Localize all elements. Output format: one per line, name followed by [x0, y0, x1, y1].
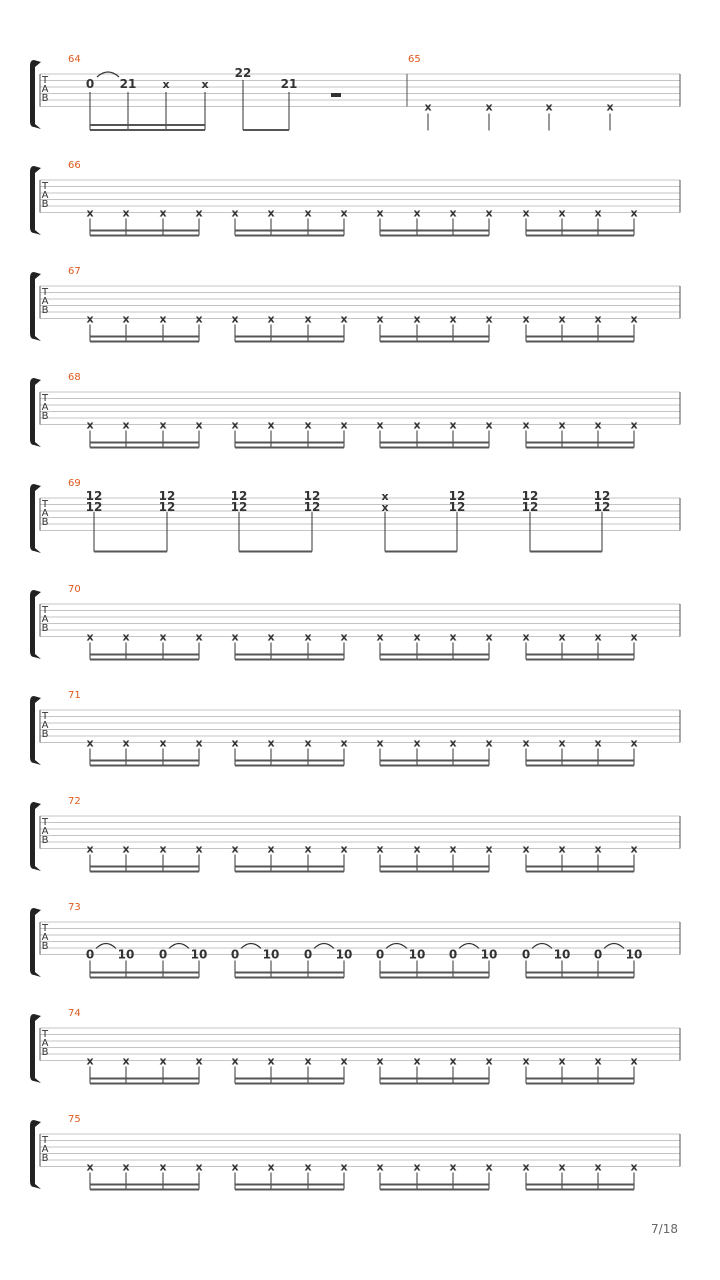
dead-note: x	[413, 312, 421, 326]
dead-note: x	[267, 206, 275, 220]
measure-number: 71	[68, 690, 81, 701]
dead-note: x	[267, 736, 275, 750]
dead-note: x	[86, 206, 94, 220]
dead-note: x	[122, 418, 130, 432]
dead-note: x	[522, 842, 530, 856]
tab-clef-letter: B	[41, 941, 49, 952]
chord-fret: 12	[85, 489, 103, 503]
dead-note: x	[594, 312, 602, 326]
tie-start-fret: 0	[303, 947, 313, 962]
dead-note: x	[195, 418, 203, 432]
dead-note: x	[159, 418, 167, 432]
chord-fret: 12	[593, 489, 611, 503]
dead-note: x	[594, 418, 602, 432]
dead-note: x	[449, 736, 457, 750]
measure-number: 67	[68, 266, 81, 277]
dead-note: x	[558, 630, 566, 644]
tab-clef-letter: T	[41, 923, 49, 934]
dead-note: x	[376, 630, 384, 644]
tie-end-fret: 10	[117, 947, 135, 962]
tab-clef-letter: T	[41, 75, 49, 86]
dead-note: x	[522, 1054, 530, 1068]
tie-end-fret: 10	[480, 947, 498, 962]
dead-note: x	[485, 206, 493, 220]
dead-note: x	[413, 1054, 421, 1068]
dead-note: x	[195, 1160, 203, 1174]
tab-clef-letter: A	[41, 826, 49, 837]
dead-note: x	[340, 842, 348, 856]
dead-note: x	[449, 206, 457, 220]
tab-clef-letter: A	[41, 614, 49, 625]
dead-note: x	[376, 736, 384, 750]
tab-clef-letter: B	[41, 305, 49, 316]
dead-note: x	[485, 630, 493, 644]
dead-note: x	[376, 1054, 384, 1068]
dead-note: x	[304, 206, 312, 220]
dead-note: x	[558, 1054, 566, 1068]
dead-note: x	[376, 842, 384, 856]
dead-note: x	[159, 630, 167, 644]
rest-symbol	[331, 93, 341, 97]
tab-clef-letter: B	[41, 411, 49, 422]
dead-note: x	[231, 418, 239, 432]
dead-note: x	[122, 1160, 130, 1174]
tie-start-fret: 0	[158, 947, 168, 962]
chord-fret: 12	[158, 489, 176, 503]
system-brace	[30, 272, 41, 341]
dead-note: x	[413, 206, 421, 220]
dead-note: x	[231, 842, 239, 856]
staff-system	[30, 478, 680, 553]
dead-note: x	[195, 1054, 203, 1068]
tab-note: 0	[85, 77, 95, 91]
dead-note: x	[159, 312, 167, 326]
tab-clef-letter: B	[41, 93, 49, 104]
measure-number: 72	[68, 796, 81, 807]
system-brace	[30, 166, 41, 235]
dead-note: x	[522, 206, 530, 220]
system-brace	[30, 378, 41, 447]
tab-clef-letter: B	[41, 199, 49, 210]
dead-note: x	[413, 418, 421, 432]
dead-note: x	[630, 842, 638, 856]
tab-clef-letter: T	[41, 499, 49, 510]
tab-clef-letter: A	[41, 1038, 49, 1049]
chord-fret: x	[381, 490, 389, 503]
dead-note: x	[267, 842, 275, 856]
dead-note: x	[231, 630, 239, 644]
dead-note: x	[122, 312, 130, 326]
dead-note: x	[231, 1160, 239, 1174]
system-brace	[30, 1014, 41, 1083]
dead-note: x	[376, 312, 384, 326]
dead-note: x	[304, 842, 312, 856]
dead-note: x	[413, 842, 421, 856]
measure-number: 66	[68, 160, 81, 171]
dead-note: x	[267, 1054, 275, 1068]
system-brace	[30, 1120, 41, 1189]
tie-start-fret: 0	[230, 947, 240, 962]
tab-clef-letter: T	[41, 287, 49, 298]
tab-clef-letter: B	[41, 729, 49, 740]
dead-note: x	[522, 418, 530, 432]
measure-number: 73	[68, 902, 81, 913]
tie-start-fret: 0	[448, 947, 458, 962]
dead-note: x	[340, 1160, 348, 1174]
tab-clef-letter: A	[41, 508, 49, 519]
tie-end-fret: 10	[408, 947, 426, 962]
tab-clef-letter: T	[41, 817, 49, 828]
dead-note: x	[195, 206, 203, 220]
staff-system	[30, 160, 680, 236]
tab-clef-letter: B	[41, 623, 49, 634]
dead-note: x	[630, 418, 638, 432]
tab-clef-letter: A	[41, 1144, 49, 1155]
dead-note: x	[159, 1160, 167, 1174]
tab-clef-letter: B	[41, 1047, 49, 1058]
tab-clef-letter: A	[41, 932, 49, 943]
dead-note: x	[340, 630, 348, 644]
tab-note: x	[162, 78, 170, 91]
dead-note: x	[485, 842, 493, 856]
dead-note: x	[485, 100, 493, 114]
dead-note: x	[122, 736, 130, 750]
dead-note: x	[424, 100, 432, 114]
dead-note: x	[594, 206, 602, 220]
dead-note: x	[376, 1160, 384, 1174]
staff-system	[30, 690, 680, 766]
dead-note: x	[340, 736, 348, 750]
chord-fret: x	[381, 501, 389, 514]
tab-clef-letter: B	[41, 1153, 49, 1164]
dead-note: x	[86, 1054, 94, 1068]
tie-start-fret: 0	[593, 947, 603, 962]
page-number: 7/18	[651, 1222, 678, 1236]
dead-note: x	[122, 1054, 130, 1068]
dead-note: x	[267, 1160, 275, 1174]
dead-note: x	[340, 312, 348, 326]
tab-clef-letter: T	[41, 605, 49, 616]
tab-clef-letter: A	[41, 296, 49, 307]
dead-note: x	[522, 630, 530, 644]
staff-system	[30, 902, 680, 978]
dead-note: x	[304, 418, 312, 432]
dead-note: x	[340, 418, 348, 432]
measure-number: 69	[68, 478, 81, 489]
dead-note: x	[122, 206, 130, 220]
dead-note: x	[231, 206, 239, 220]
measure-number: 70	[68, 584, 81, 595]
dead-note: x	[449, 312, 457, 326]
dead-note: x	[267, 630, 275, 644]
tie-end-fret: 10	[553, 947, 571, 962]
chord-fret: 12	[448, 489, 466, 503]
dead-note: x	[485, 1054, 493, 1068]
dead-note: x	[376, 206, 384, 220]
dead-note: x	[413, 736, 421, 750]
system-brace	[30, 590, 41, 659]
chord-fret: 12	[593, 500, 611, 514]
dead-note: x	[485, 418, 493, 432]
dead-note: x	[558, 206, 566, 220]
dead-note: x	[449, 630, 457, 644]
dead-note: x	[594, 842, 602, 856]
system-brace	[30, 802, 41, 871]
dead-note: x	[86, 418, 94, 432]
tab-clef-letter: T	[41, 1135, 49, 1146]
tie-start-fret: 0	[375, 947, 385, 962]
dead-note: x	[376, 418, 384, 432]
tie-end-fret: 10	[190, 947, 208, 962]
tab-note: x	[201, 78, 209, 91]
measure-number: 74	[68, 1008, 81, 1019]
chord-fret: 12	[303, 489, 321, 503]
chord-fret: 12	[521, 489, 539, 503]
dead-note: x	[630, 1054, 638, 1068]
measure-number: 65	[408, 54, 421, 65]
tab-clef-letter: B	[41, 517, 49, 528]
dead-note: x	[159, 206, 167, 220]
dead-note: x	[485, 1160, 493, 1174]
dead-note: x	[594, 736, 602, 750]
staff-system	[30, 266, 680, 342]
chord-fret: 12	[521, 500, 539, 514]
tie-end-fret: 10	[262, 947, 280, 962]
dead-note: x	[86, 842, 94, 856]
dead-note: x	[195, 630, 203, 644]
dead-note: x	[558, 736, 566, 750]
tie-start-fret: 0	[85, 947, 95, 962]
tab-clef-letter: A	[41, 402, 49, 413]
staff-system	[30, 372, 680, 448]
tab-note: 21	[119, 77, 137, 91]
dead-note: x	[159, 1054, 167, 1068]
dead-note: x	[304, 736, 312, 750]
tab-note: 22	[234, 66, 252, 80]
tie-end-fret: 10	[625, 947, 643, 962]
chord-fret: 12	[448, 500, 466, 514]
dead-note: x	[195, 736, 203, 750]
dead-note: x	[304, 630, 312, 644]
dead-note: x	[159, 842, 167, 856]
dead-note: x	[195, 312, 203, 326]
measure-number: 75	[68, 1114, 81, 1125]
dead-note: x	[304, 1054, 312, 1068]
dead-note: x	[630, 736, 638, 750]
measure-number: 68	[68, 372, 81, 383]
tab-clef-letter: T	[41, 711, 49, 722]
dead-note: x	[449, 842, 457, 856]
dead-note: x	[594, 630, 602, 644]
dead-note: x	[449, 418, 457, 432]
dead-note: x	[304, 312, 312, 326]
dead-note: x	[195, 842, 203, 856]
chord-fret: 12	[158, 500, 176, 514]
dead-note: x	[630, 630, 638, 644]
tab-note: 21	[280, 77, 298, 91]
chord-fret: 12	[85, 500, 103, 514]
chord-fret: 12	[230, 500, 248, 514]
staff-system	[30, 54, 680, 131]
dead-note: x	[558, 312, 566, 326]
dead-note: x	[86, 312, 94, 326]
chord-fret: 12	[230, 489, 248, 503]
dead-note: x	[231, 312, 239, 326]
staff-system	[30, 584, 680, 660]
dead-note: x	[449, 1160, 457, 1174]
dead-note: x	[606, 100, 614, 114]
tab-clef-letter: T	[41, 393, 49, 404]
dead-note: x	[413, 630, 421, 644]
tab-clef-letter: A	[41, 190, 49, 201]
dead-note: x	[545, 100, 553, 114]
dead-note: x	[558, 842, 566, 856]
staff-system	[30, 1008, 680, 1084]
dead-note: x	[86, 1160, 94, 1174]
dead-note: x	[304, 1160, 312, 1174]
tab-clef-letter: A	[41, 720, 49, 731]
dead-note: x	[413, 1160, 421, 1174]
system-brace	[30, 60, 41, 129]
dead-note: x	[630, 206, 638, 220]
dead-note: x	[485, 736, 493, 750]
dead-note: x	[267, 312, 275, 326]
tie-end-fret: 10	[335, 947, 353, 962]
dead-note: x	[558, 1160, 566, 1174]
dead-note: x	[231, 1054, 239, 1068]
dead-note: x	[340, 206, 348, 220]
tie-start-fret: 0	[521, 947, 531, 962]
measure-number: 64	[68, 54, 81, 65]
dead-note: x	[630, 312, 638, 326]
staff-system	[30, 1114, 680, 1190]
dead-note: x	[630, 1160, 638, 1174]
dead-note: x	[522, 1160, 530, 1174]
system-brace	[30, 908, 41, 977]
dead-note: x	[485, 312, 493, 326]
dead-note: x	[558, 418, 566, 432]
dead-note: x	[594, 1160, 602, 1174]
tab-clef-letter: T	[41, 1029, 49, 1040]
dead-note: x	[449, 1054, 457, 1068]
system-brace	[30, 484, 41, 553]
dead-note: x	[340, 1054, 348, 1068]
system-brace	[30, 696, 41, 765]
dead-note: x	[231, 736, 239, 750]
dead-note: x	[159, 736, 167, 750]
staff-system	[30, 796, 680, 872]
dead-note: x	[522, 736, 530, 750]
tab-clef-letter: A	[41, 84, 49, 95]
tab-clef-letter: T	[41, 181, 49, 192]
dead-note: x	[122, 630, 130, 644]
tab-clef-letter: B	[41, 835, 49, 846]
dead-note: x	[86, 736, 94, 750]
dead-note: x	[122, 842, 130, 856]
dead-note: x	[86, 630, 94, 644]
dead-note: x	[522, 312, 530, 326]
dead-note: x	[594, 1054, 602, 1068]
chord-fret: 12	[303, 500, 321, 514]
dead-note: x	[267, 418, 275, 432]
